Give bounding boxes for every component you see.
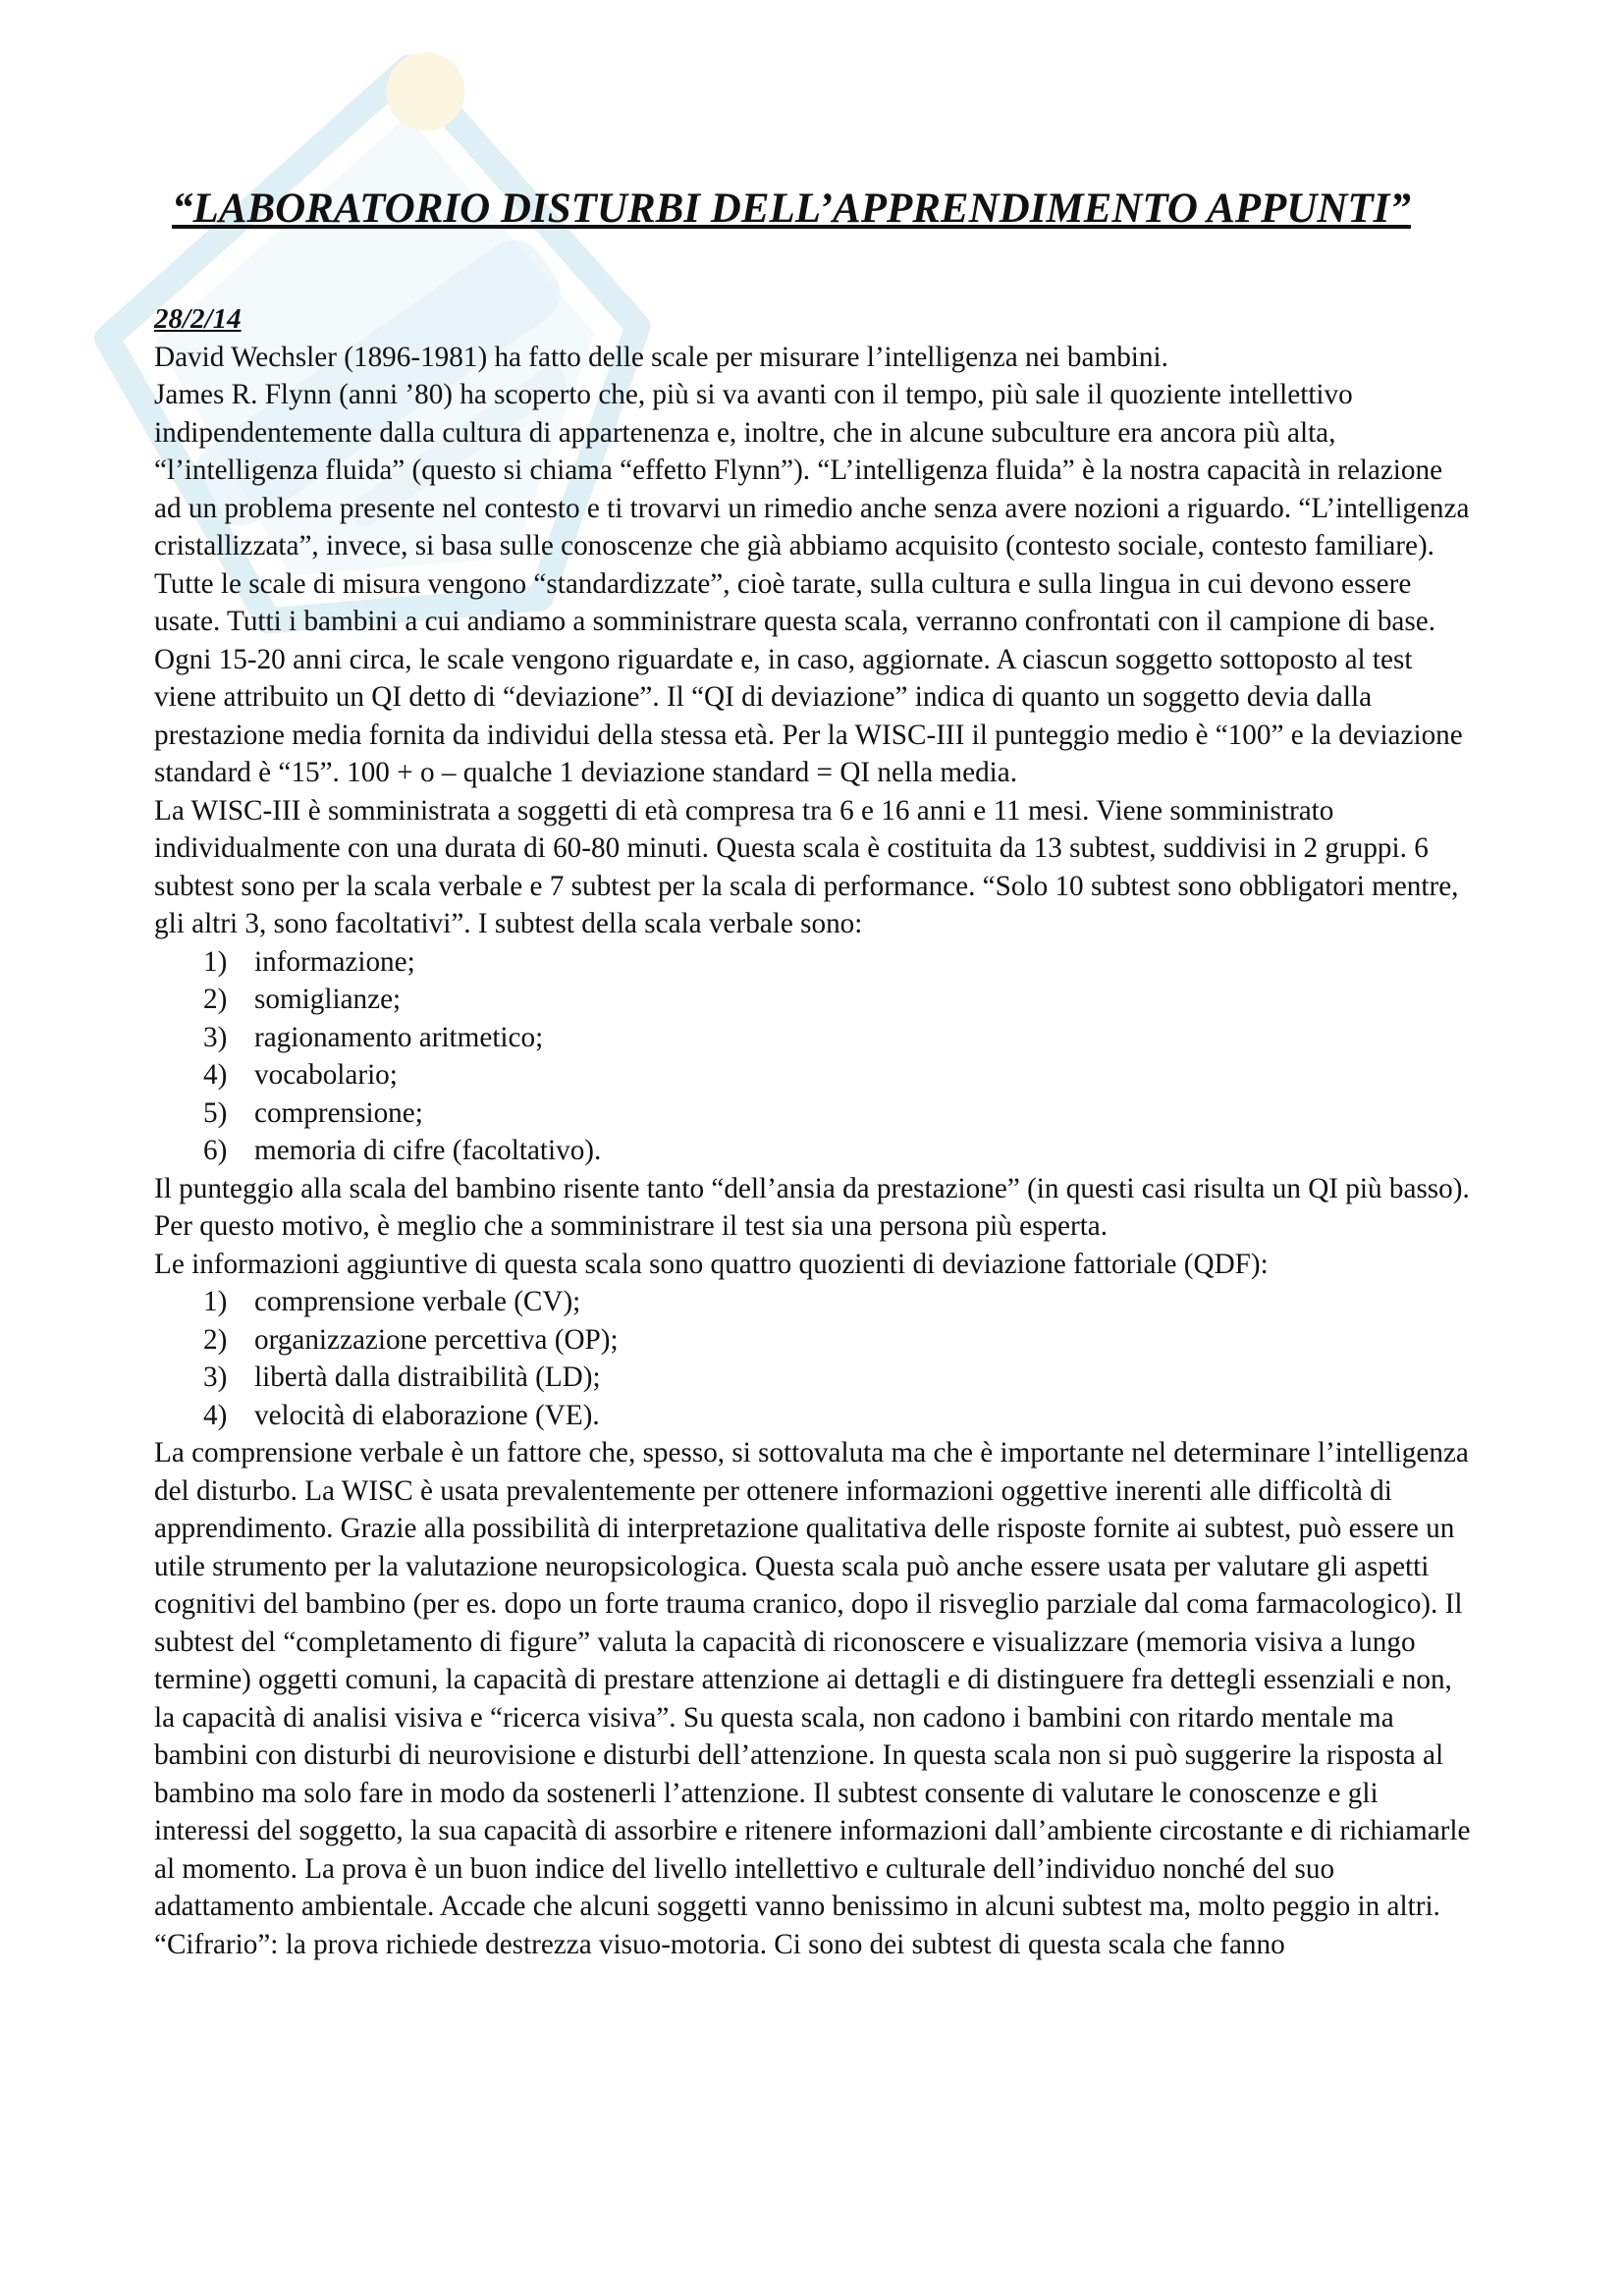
list-item: 5) comprensione; xyxy=(203,1096,423,1129)
qdf-factors-list xyxy=(154,1283,1475,1434)
list-item: 2) organizzazione percettiva (OP); xyxy=(203,1323,619,1356)
paragraph-performance-anxiety: Il punteggio alla scala del bambino risente tanto “dell’ansia da prestazione” (in questi casi risulta un QI più basso). Per questo motivo, è meglio che a somministrare il test sia una persona più esperta. xyxy=(154,1172,1470,1242)
verbal-subtests-list xyxy=(154,943,1475,1170)
paragraph-qdf-intro: Le informazioni aggiuntive di questa scala sono quattro quozienti di deviazione fattoriale (QDF): xyxy=(154,1248,1269,1280)
list-item: 1) comprensione verbale (CV); xyxy=(203,1286,581,1317)
list-item: 6) memoria di cifre (facoltativo). xyxy=(203,1135,602,1166)
paragraph-wechsler: David Wechsler (1896-1981) ha fatto delle scale per misurare l’intelligenza nei bambini. xyxy=(154,341,1168,373)
lecture-date: 28/2/14 xyxy=(154,303,242,335)
list-item: 3) ragionamento aritmetico; xyxy=(203,1021,544,1053)
list-item: 1) informazione; xyxy=(203,945,415,978)
list-item: 4) vocabolario; xyxy=(203,1059,398,1091)
list-item: 3) libertà dalla distraibilità (LD); xyxy=(203,1362,601,1393)
paragraph-flynn-effect: James R. Flynn (anni ’80) ha scoperto che, più si va avanti con il tempo, più sale il quoziente intellettivo indipendentemente dalla cultura di appartenenza e, inoltre, che in alcune subculture era ancora più alta, “l’intelligenza fluida” (questo si chiama “effetto Flynn”). “L’intelligenza fluida” è la nostra capacità in relazione ad un problema presente nel contesto e ti trovarvi un rimedio anche senza avere nozioni a riguardo. “L’intelligenza cristallizzata”, invece, si basa sulle conoscenze che già abbiamo acquisito (contesto sociale, contesto familiare). Tutte le scale di misura vengono “standardizzate”, cioè tarate, sulla cultura e sulla lingua in cui devono essere usate. Tutti i bambini a cui andiamo a somministrare questa scala, verranno confrontati con il campione di base. Ogni 15-20 anni circa, le scale vengono riguardate e, in caso, aggiornate. A ciascun soggetto sottoposto al test viene attribuito un QI detto di “deviazione”. Il “QI di deviazione” indica di quanto un soggetto devia dalla prestazione media fornita da individui della stessa età. Per la WISC-III il punteggio medio è “100” e la deviazione standard è “15”. 100 + o – qualche 1 deviazione standard = QI nella media. xyxy=(154,379,1470,788)
paragraph-wisc-iii: La WISC-III è somministrata a soggetti di età compresa tra 6 e 16 anni e 11 mesi. Viene somministrato individualmente con una durata di 60-80 minuti. Questa scala è costituita da 13 subtest, suddivisi in 2 gruppi. 6 subtest sono per la scala verbale e 7 subtest per la scala di performance. “Solo 10 subtest sono obbligatori mentre, gli altri 3, sono facoltativi”. I subtest della scala verbale sono: xyxy=(154,794,1459,939)
paragraph-verbal-comprehension: La comprensione verbale è un fattore che, spesso, si sottovaluta ma che è importante nel determinare l’intelligenza del disturbo. La WISC è usata prevalentemente per ottenere informazioni oggettive inerenti alle difficoltà di apprendimento. Grazie alla possibilità di interpretazione qualitativa delle risposte fornite ai subtest, può essere un utile strumento per la valutazione neuropsicologica. Questa scala può anche essere usata per valutare gli aspetti cognitivi del bambino (per es. dopo un forte trauma cranico, dopo il risveglio parziale dal coma farmacologico). Il subtest del “completamento di figure” valuta la capacità di riconoscere e visualizzare (memoria visiva a lungo termine) oggetti comuni, la capacità di prestare attenzione ai dettagli e di distinguere fra dettegli essenziali e non, la capacità di analisi visiva e “ricerca visiva”. Su questa scala, non cadono i bambini con ritardo mentale ma bambini con disturbi di neurovisione e disturbi dell’attenzione. In questa scala non si può suggerire la risposta al bambino ma solo fare in modo da sostenerli l’attenzione. Il subtest consente di valutare le conoscenze e gli interessi del soggetto, la sua capacità di assorbire e ritenere informazioni dall’ambiente circostante e di richiamarle al momento. La prova è un buon indice del livello intellettivo e culturale dell’individuo nonché del suo adattamento ambientale. Accade che alcuni soggetti vanno benissimo in alcuni subtest ma, molto peggio in altri. “Cifrario”: la prova richiede destrezza visuo-motoria. Ci sono dei subtest di questa scala che fanno xyxy=(154,1437,1471,1960)
document-page xyxy=(154,185,1475,1963)
document-title: “LABORATORIO DISTURBI DELL’APPRENDIMENTO APPUNTI” xyxy=(172,186,1411,232)
list-item: 4) velocità di elaborazione (VE). xyxy=(203,1399,600,1431)
list-item: 2) somiglianze; xyxy=(203,984,402,1015)
